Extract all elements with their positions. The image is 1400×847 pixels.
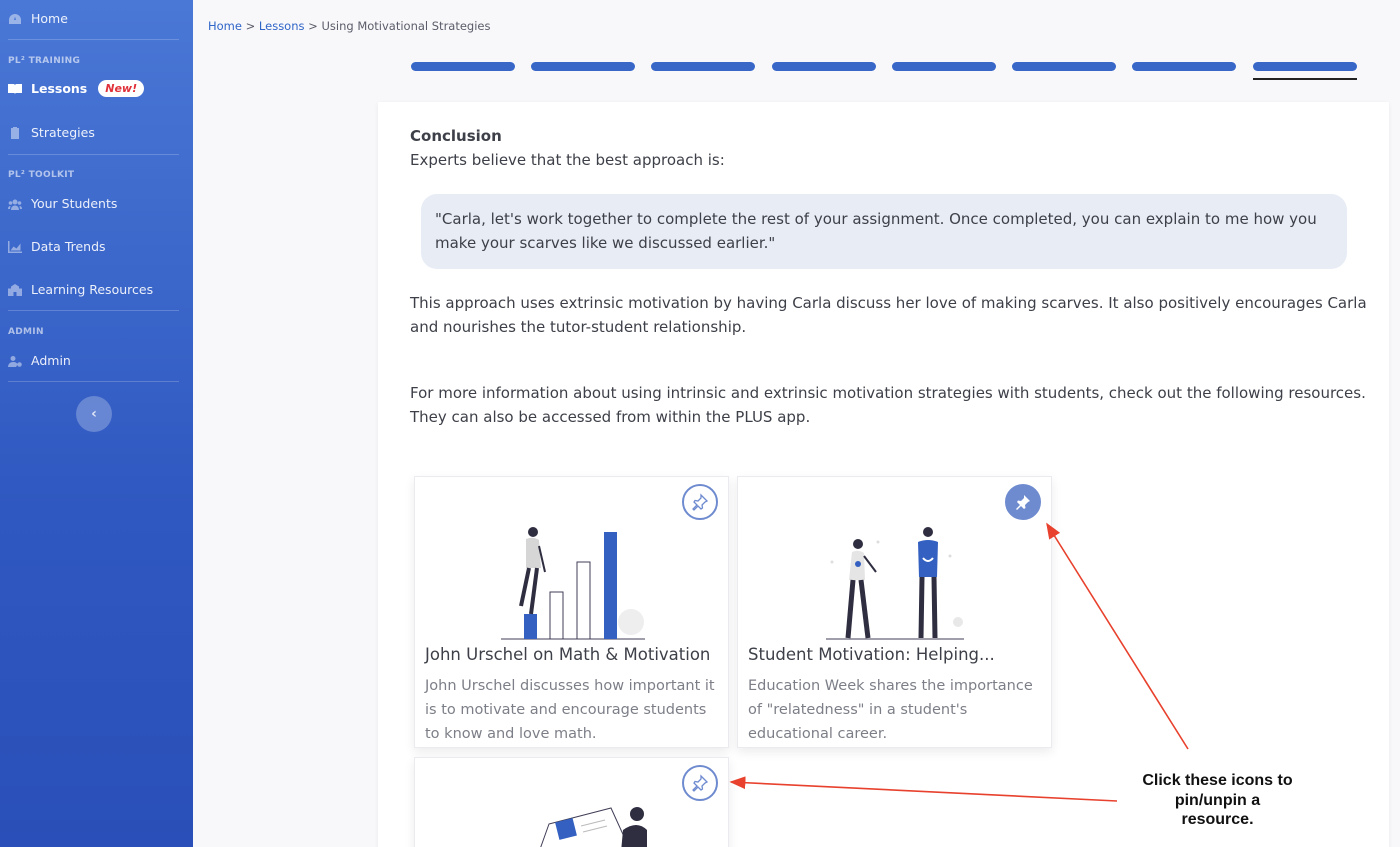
section-heading: Conclusion bbox=[410, 127, 502, 145]
divider bbox=[8, 154, 179, 155]
sidebar-item-label: Your Students bbox=[31, 196, 118, 211]
resource-description: John Urschel discusses how important it is to motivate and encourage students to know and love math. bbox=[425, 678, 715, 742]
annotation-callout: Click these icons to pin/unpin a resource. bbox=[1142, 772, 1293, 828]
sidebar-item-label: Data Trends bbox=[31, 239, 106, 254]
sidebar-item-learning-resources[interactable] bbox=[8, 282, 153, 297]
pushpin-icon bbox=[691, 493, 709, 511]
progress-step[interactable] bbox=[892, 62, 996, 71]
sidebar-item-label: Learning Resources bbox=[31, 282, 154, 297]
current-step-indicator bbox=[1253, 78, 1357, 80]
quote-block: "Carla, let's work together to complete the rest of your assignment. Once completed, you can explain to me how you make your scarves like we discussed earlier." bbox=[421, 194, 1347, 269]
sidebar-item-data-trends[interactable] bbox=[8, 239, 106, 254]
sidebar-item-home[interactable] bbox=[8, 11, 68, 26]
pin-button[interactable] bbox=[682, 765, 718, 801]
breadcrumb-lessons-link[interactable]: Lessons bbox=[258, 19, 305, 33]
collapse-sidebar-button[interactable] bbox=[76, 396, 112, 432]
sidebar bbox=[0, 0, 193, 847]
pushpin-icon bbox=[691, 774, 709, 792]
clipboard-icon bbox=[8, 127, 22, 139]
users-cog-icon bbox=[8, 355, 22, 367]
unpin-button[interactable] bbox=[1005, 484, 1041, 520]
resource-title: John Urschel on Math & Motivation bbox=[425, 645, 711, 664]
progress-step[interactable] bbox=[531, 62, 635, 71]
sidebar-item-label: Admin bbox=[31, 353, 71, 368]
progress-step[interactable] bbox=[651, 62, 755, 71]
section-label-training: PL² TRAINING bbox=[8, 56, 81, 66]
sidebar-item-label: Lessons bbox=[31, 81, 88, 96]
intro-text: Experts believe that the best approach is: bbox=[410, 151, 725, 169]
resource-title: Student Motivation: Helping... bbox=[748, 645, 995, 664]
breadcrumb bbox=[208, 19, 491, 33]
new-badge: New! bbox=[98, 80, 144, 97]
sidebar-item-label: Strategies bbox=[31, 125, 95, 140]
school-icon bbox=[8, 284, 22, 296]
section-label-admin: ADMIN bbox=[8, 327, 44, 337]
sidebar-item-lessons[interactable] bbox=[8, 80, 144, 97]
progress-step-current[interactable] bbox=[1253, 62, 1357, 71]
book-open-icon bbox=[8, 83, 22, 95]
pin-button[interactable] bbox=[682, 484, 718, 520]
sidebar-item-label: Home bbox=[31, 11, 68, 26]
sidebar-item-admin[interactable] bbox=[8, 353, 71, 368]
resource-card[interactable] bbox=[414, 757, 729, 847]
breadcrumb-home-link[interactable]: Home bbox=[208, 19, 242, 33]
divider bbox=[8, 39, 179, 40]
students-illustration bbox=[818, 522, 978, 642]
users-icon bbox=[8, 198, 22, 210]
motivation-illustration bbox=[495, 522, 665, 642]
breadcrumb-separator: > bbox=[241, 19, 259, 33]
resource-card[interactable] bbox=[737, 476, 1052, 748]
chevron-left-icon: ‹ bbox=[91, 406, 97, 422]
progress-step[interactable] bbox=[1132, 62, 1236, 71]
breadcrumb-separator: > bbox=[304, 19, 322, 33]
chart-area-icon bbox=[8, 241, 22, 253]
resource-illustration bbox=[535, 802, 665, 847]
sidebar-item-strategies[interactable] bbox=[8, 125, 95, 140]
divider bbox=[8, 310, 179, 311]
pushpin-icon bbox=[1014, 493, 1032, 511]
more-info-text: For more information about using intrinsic and extrinsic motivation strategies with students, check out the following resources. They can also be accessed from within the PLUS app. bbox=[410, 384, 1366, 426]
sidebar-item-your-students[interactable] bbox=[8, 196, 117, 211]
progress-step[interactable] bbox=[1012, 62, 1116, 71]
resource-description: Education Week shares the importance of "relatedness" in a student's educational career. bbox=[748, 678, 1033, 742]
divider bbox=[8, 381, 179, 382]
resource-card[interactable] bbox=[414, 476, 729, 748]
breadcrumb-current: Using Motivational Strategies bbox=[321, 19, 491, 33]
progress-step[interactable] bbox=[411, 62, 515, 71]
section-label-toolkit: PL² TOOLKIT bbox=[8, 170, 75, 180]
progress-step[interactable] bbox=[772, 62, 876, 71]
explanation-text: This approach uses extrinsic motivation by having Carla discuss her love of making scarves. It also positively encourages Carla and nourishes the tutor-student relationship. bbox=[410, 294, 1367, 336]
dashboard-icon bbox=[8, 13, 22, 25]
